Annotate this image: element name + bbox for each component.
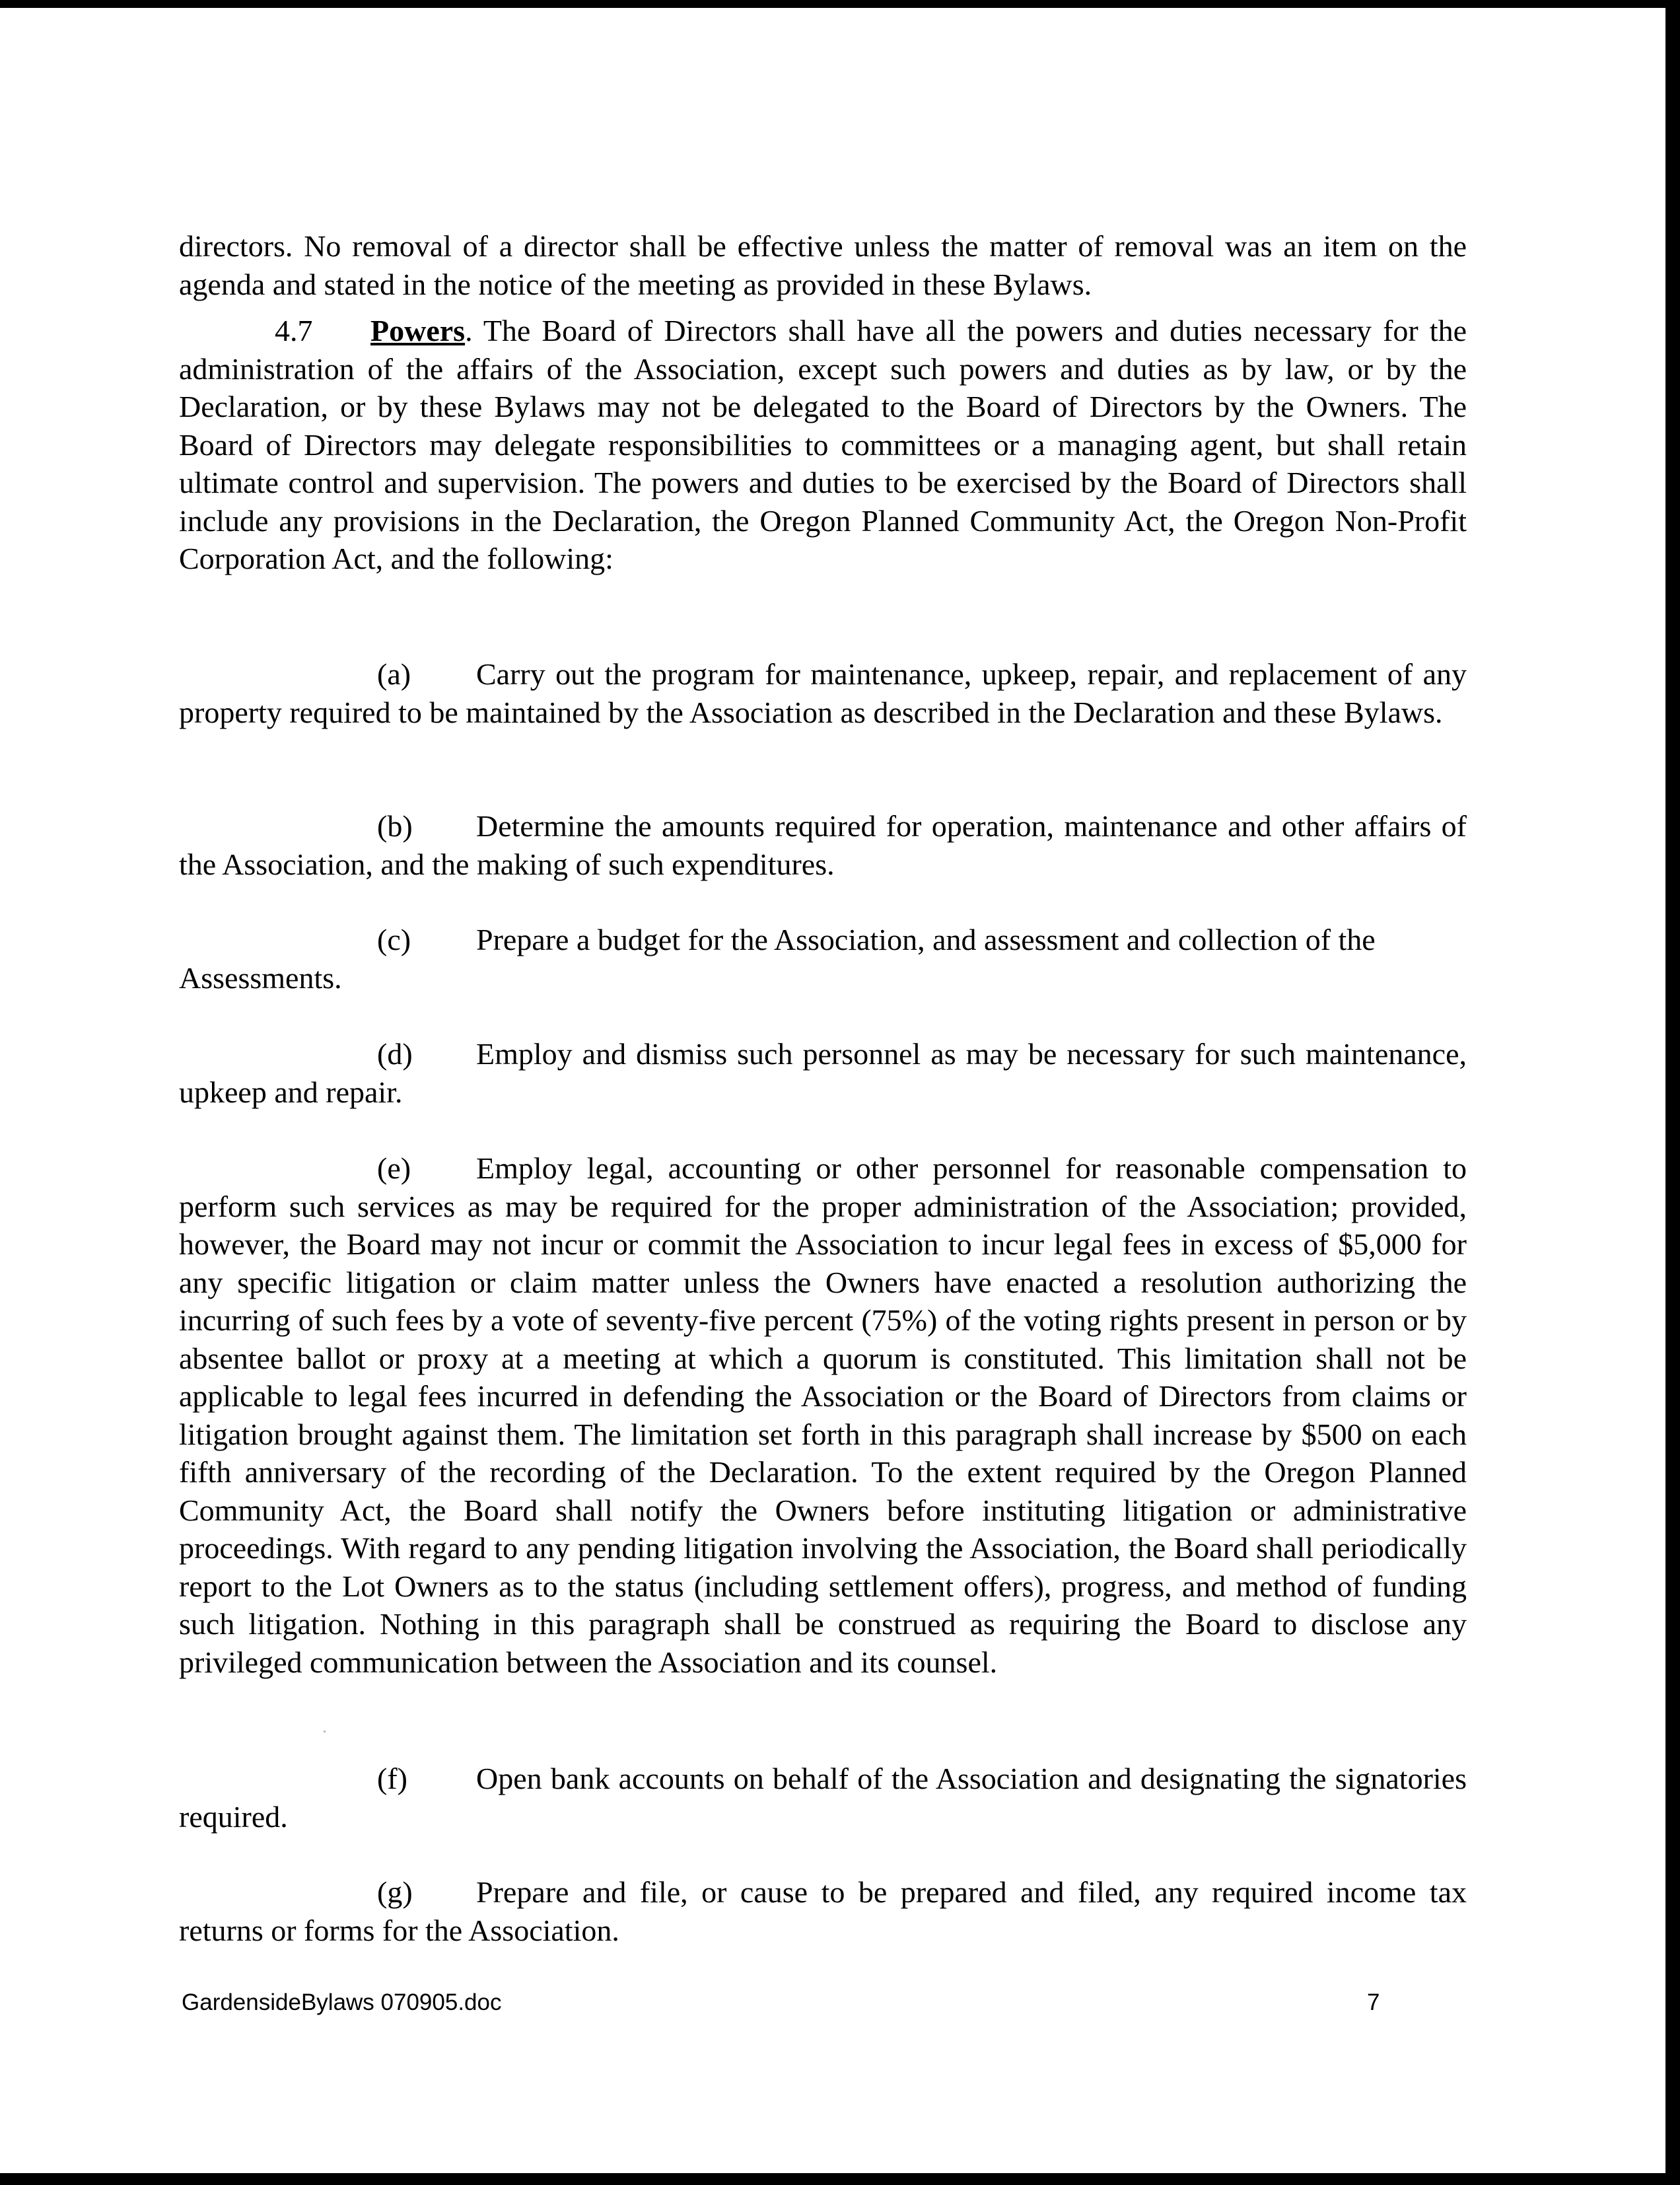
footer-filename: GardensideBylaws 070905.doc [182,1989,502,2015]
list-item-c [179,921,1467,997]
item-label: (g) [377,1875,413,1909]
list-item-g [179,1873,1467,1949]
item-label: (a) [377,657,411,691]
list-item-b [179,807,1467,883]
scan-speck [324,1731,326,1733]
item-label: (b) [377,809,413,843]
item-label: (d) [377,1037,413,1071]
section-number: 4.7 [275,314,313,347]
item-c-line2: Assessments. [179,960,342,995]
list-item-a [179,655,1467,731]
item-text: Open bank accounts on behalf of the Association and designating the signatories required. [179,1762,1467,1834]
document-page [0,8,1665,2176]
item-label: (c) [377,923,411,956]
list-item-e [179,1149,1467,1681]
list-item-f [179,1760,1467,1836]
item-c-line1 [179,921,1467,959]
section-text: . The Board of Directors shall have all the powers and duties necessary for the administration of the affairs of the Association, except such powers and duties as by law, or by the Declaration, or by these Bylaws may not be delegated to the Board of Directors by the Owners. The Board of Directors may delegate responsibilities to committees or a managing agent, but shall retain ultimate control and supervision. The powers and duties to be exercised by the Board of Directors shall include any provisions in the Declaration, the Oregon Planned Community Act, the Oregon Non-Profit Corporation Act, and the following: [179,314,1467,575]
item-label: (f) [377,1762,407,1795]
item-text: Prepare and file, or cause to be prepared and filed, any required income tax returns or forms for the Association. [179,1875,1467,1947]
section-heading: Powers [370,314,466,347]
footer-page-number: 7 [1367,1989,1380,2015]
item-label: (e) [377,1151,411,1185]
item-text: Employ and dismiss such personnel as may be necessary for such maintenance, upkeep and repair. [179,1037,1467,1109]
item-text: Prepare a budget for the Association, and assessment and collection of the [476,923,1376,956]
item-text: Determine the amounts required for operation, maintenance and other affairs of the Association, and the making of such expenditures. [179,809,1467,881]
list-item-d [179,1035,1467,1111]
intro-paragraph: directors. No removal of a director shall be effective unless the matter of removal was an item on the agenda and stated in the notice of the meeting as provided in these Bylaws. [179,229,1467,301]
item-text: Carry out the program for maintenance, upkeep, repair, and replacement of any property required to be maintained by the Association as described in the Declaration and these Bylaws. [179,657,1467,729]
section-4-7-paragraph [179,312,1467,578]
item-text: Employ legal, accounting or other personnel for reasonable compensation to perform such services as may be required for the proper administration of the Association; provided, however, the Board may not incur or commit the Association to incur legal fees in excess of $5,000 for any specific litigation or claim matter unless the Owners have enacted a resolution authorizing the incurring of such fees by a vote of seventy-five percent (75%) of the voting rights present in person or by absentee ballot or proxy at a meeting at which a quorum is constituted. This limitation shall not be applicable to legal fees incurred in defending the Association or the Board of Directors from claims or litigation brought against them. The limitation set forth in this paragraph shall increase by $500 on each fifth anniversary of the recording of the Declaration. To the extent required by the Oregon Planned Community Act, the Board shall notify the Owners before instituting litigation or administrative proceedings. With regard to any pending litigation involving the Association, the Board shall periodically report to the Lot Owners as to the status (including settlement offers), progress, and method of funding such litigation. Nothing in this paragraph shall be construed as requiring the Board to disclose any privileged communication between the Association and its counsel. [179,1151,1467,1679]
